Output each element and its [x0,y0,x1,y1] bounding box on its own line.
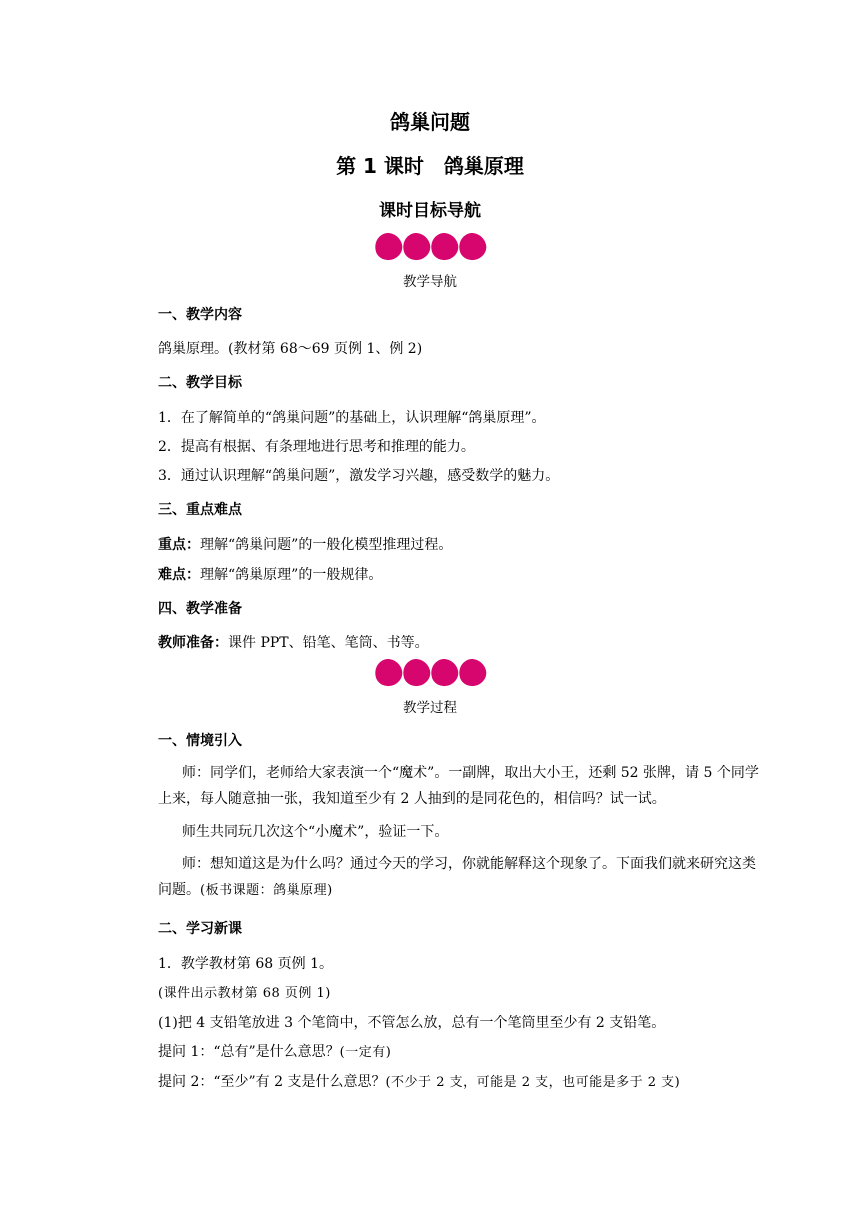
key-label: 重点： [158,537,200,553]
petal-icon [427,655,461,689]
question-main: 提问 1：“总有”是什么意思？ [158,1044,340,1060]
petal-icon [427,229,461,263]
lesson-note: (课件出示教材第 68 页例 1) [158,986,331,1001]
difficult-point [158,564,382,584]
heading-goals: 二、教学目标 [158,375,242,391]
key-point [158,534,452,554]
difficult-label: 难点： [158,567,200,583]
petal-icon [455,655,489,689]
section-label-nav: 教学导航 [403,274,457,290]
difficult-text: 理解“鸽巢原理”的一般规律。 [200,567,383,583]
petal-icon [399,655,433,689]
petal-icon [371,229,405,263]
heading-intro: 一、情境引入 [158,733,242,749]
question [158,1071,680,1091]
content-text: 鸽巢原理。(教材第 68～69 页例 1、例 2) [158,341,423,357]
prep-text: 课件 PPT、铅笔、笔筒、书等。 [228,635,429,651]
heading-preparation: 四、教学准备 [158,601,242,617]
heading-content: 一、教学内容 [158,307,242,323]
nav-title: 课时目标导航 [379,201,481,221]
lesson-item: (1)把 4 支铅笔放进 3 个笔筒中，不管怎么放，总有一个笔筒里至少有 2 支铅笔。 [158,1015,666,1031]
prep-label: 教师准备： [158,635,228,651]
question [158,1041,391,1061]
goal-item: 1．在了解简单的“鸽巢问题”的基础上，认识理解“鸽巢原理”。 [158,410,546,426]
para3-main: 师：想知道这是为什么吗？通过今天的学习，你就能解释这个现象了。下面我们就来研究这类问题。 [158,856,756,898]
question-main: 提问 2：“至少”有 2 支是什么意思？ [158,1074,386,1090]
section-badge-decoration [0,233,860,260]
goal-item: 2．提高有根据、有条理地进行思考和推理的能力。 [158,439,475,455]
petal-icon [371,655,405,689]
preparation [158,632,429,652]
petal-icon [455,229,489,263]
lesson-item: 1．教学教材第 68 页例 1。 [158,956,333,972]
paragraph: 师：同学们，老师给大家表演一个“魔术”。一副牌，取出大小王，还剩 52 张牌，请 5 个同学上来，每人随意抽一张，我知道至少有 2 人抽到的是同花色的，相信吗？试一试。 [158,765,759,807]
paragraph [158,851,763,904]
goal-item: 3．通过认识理解“鸽巢问题”，激发学习兴趣，感受数学的魅力。 [158,468,560,484]
petal-icon [399,229,433,263]
heading-new-lesson: 二、学习新课 [158,921,242,937]
heading-key-points: 三、重点难点 [158,502,242,518]
question-note: (一定有) [339,1045,392,1060]
key-text: 理解“鸽巢问题”的一般化模型推理过程。 [200,537,453,553]
section-label-process: 教学过程 [403,700,457,716]
lesson-title: 第 1 课时 鸽巢原理 [336,154,524,178]
paragraph: 师生共同玩几次这个“小魔术”，验证一下。 [182,824,449,840]
para3-note: (板书课题：鸽巢原理) [200,883,333,898]
question-note: (不少于 2 支，可能是 2 支，也可能是多于 2 支) [385,1075,681,1090]
document-title: 鸽巢问题 [390,110,470,134]
section-badge-decoration [0,659,860,686]
